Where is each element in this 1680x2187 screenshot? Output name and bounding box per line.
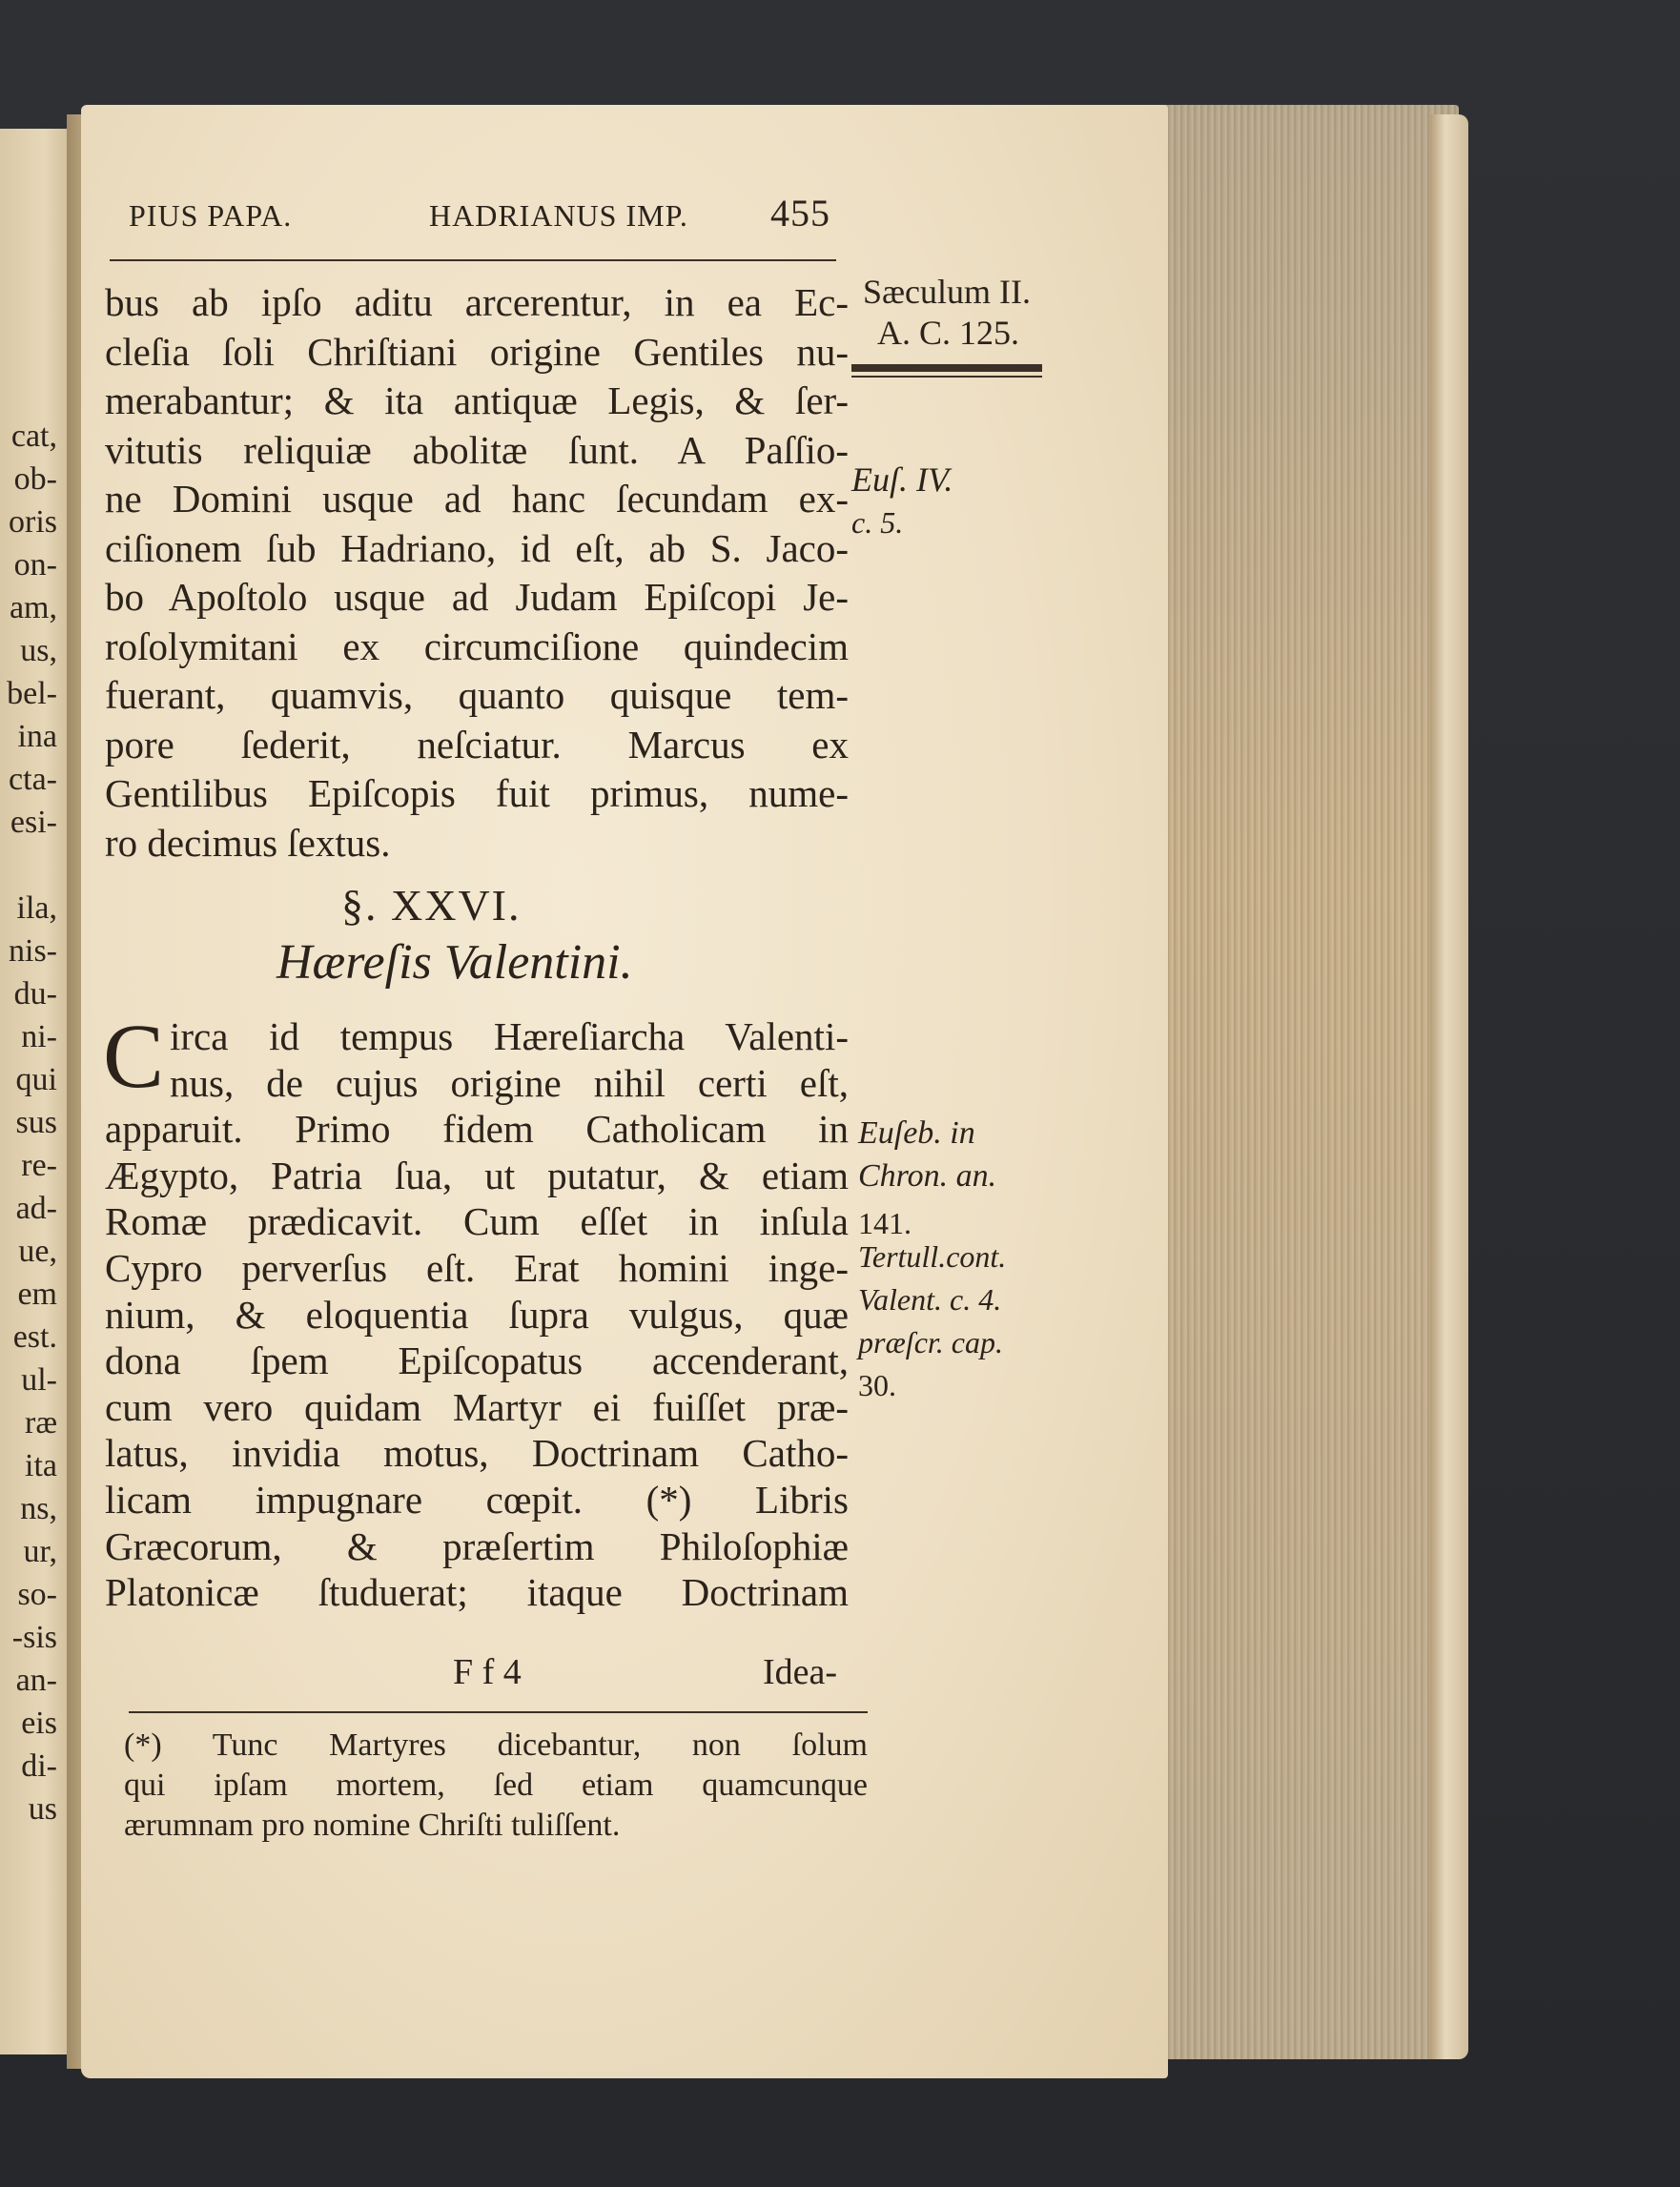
- text-line: cum vero quidam Martyr ei fuiſſet præ-: [105, 1384, 849, 1429]
- section-title: Hæreſis Valentini.: [277, 935, 633, 990]
- footnote-rule: [129, 1711, 868, 1713]
- text-line: cleſia ſoli Chriſtiani origine Gentiles nu-: [105, 329, 849, 374]
- fragment-line: ina: [17, 719, 57, 754]
- fragment-line: re-: [21, 1148, 57, 1183]
- fragment-line: cat,: [10, 419, 57, 454]
- text-line: Platonicæ ſtuduerat; itaque Doctrinam: [105, 1570, 849, 1615]
- fragment-line: us,: [20, 633, 57, 668]
- fragment-line: ob-: [13, 461, 57, 497]
- fragment-line: ita: [25, 1448, 57, 1483]
- text-line: ærumnam pro nomine Chriſti tuliſſent.: [124, 1808, 621, 1843]
- text-line: pore ſederit, neſciatur. Marcus ex: [105, 722, 849, 766]
- fragment-line: em: [17, 1277, 57, 1312]
- margin-thick-rule: [851, 364, 1042, 372]
- text-line: ro decimus ſextus.: [105, 820, 391, 865]
- gathering-signature: F f 4: [453, 1652, 522, 1692]
- text-line: Romæ prædicavit. Cum eſſet in inſula: [105, 1199, 849, 1244]
- text-line: Ægypto, Patria ſua, ut putatur, & etiam: [105, 1153, 849, 1197]
- section-number: §. XXVI.: [341, 881, 522, 930]
- page-number: 455: [770, 192, 830, 235]
- margin-anno-christi: A. C. 125.: [877, 314, 1020, 352]
- fragment-line: us: [28, 1791, 57, 1827]
- margin-citation-line: Euſeb. in: [858, 1115, 975, 1151]
- previous-page-text-fragments: [0, 415, 57, 1830]
- margin-citation-line: Chron. an.: [858, 1158, 997, 1194]
- fragment-line: am,: [9, 590, 57, 625]
- fragment-line: du-: [13, 976, 57, 1012]
- text-line: roſolymitani ex circumciſione quindecim: [105, 623, 849, 668]
- catchword: Idea-: [763, 1652, 838, 1692]
- fragment-line: sus: [15, 1105, 57, 1140]
- fragment-line: -sis: [11, 1620, 57, 1655]
- margin-thin-rule: [851, 376, 1042, 378]
- running-header-center: HADRIANUS IMP.: [429, 198, 688, 233]
- fragment-line: on-: [13, 547, 57, 583]
- fragment-line: ila,: [16, 890, 57, 926]
- margin-citation-line: 30.: [858, 1368, 896, 1402]
- text-line: nium, & eloquentia ſupra vulgus, quæ: [105, 1292, 849, 1337]
- text-line: licam impugnare cœpit. (*) Libris: [105, 1478, 849, 1522]
- margin-eusebius-ref: Euſ. IV.: [851, 460, 953, 499]
- fragment-line: ns,: [20, 1491, 57, 1526]
- drop-cap: C: [103, 1005, 165, 1107]
- text-line: bo Apoſtolo usque ad Judam Epiſcopi Je-: [105, 575, 849, 619]
- fragment-line: ur,: [23, 1534, 57, 1569]
- text-line: ciſionem ſub Hadriano, id eſt, ab S. Jaco-: [105, 525, 849, 570]
- margin-saeculum: Sæculum II.: [863, 273, 1031, 311]
- header-rule: [110, 259, 836, 261]
- text-line: bus ab ipſo aditu arcerentur, in ea Ec-: [105, 280, 849, 324]
- margin-citation-line: 141.: [858, 1206, 912, 1240]
- fragment-line: ræ: [25, 1405, 57, 1441]
- fragment-line: an-: [15, 1663, 57, 1698]
- text-line: irca id tempus Hæreſiarcha Valenti-: [170, 1014, 849, 1058]
- fragment-line: cta-: [9, 762, 57, 797]
- fragment-line: di-: [21, 1748, 57, 1784]
- text-line: fuerant, quamvis, quanto quisque tem-: [105, 673, 849, 717]
- fragment-line: ul-: [21, 1362, 57, 1398]
- text-line: ne Domini usque ad hanc ſecundam ex-: [105, 477, 849, 521]
- text-line: nus, de cujus origine nihil certi eſt,: [170, 1060, 849, 1105]
- text-line: Gentilibus Epiſcopis fuit primus, nume-: [105, 771, 849, 815]
- fragment-line: ue,: [18, 1234, 57, 1269]
- text-line: apparuit. Primo fidem Catholicam in: [105, 1107, 849, 1152]
- fragment-line: esi-: [10, 805, 57, 840]
- text-line: merabantur; & ita antiquæ Legis, & ſer-: [105, 378, 849, 422]
- margin-citation-line: Valent. c. 4.: [858, 1282, 1002, 1317]
- fragment-line: nis-: [9, 933, 57, 969]
- margin-eusebius-chapter: c. 5.: [851, 505, 904, 540]
- text-line: vitutis reliquiæ abolitæ ſunt. A Paſſio-: [105, 427, 849, 472]
- text-line: qui ipſam mortem, ſed etiam quamcunque: [124, 1768, 868, 1803]
- fragment-line: qui: [15, 1062, 57, 1097]
- fragment-line: [0, 844, 57, 887]
- text-line: Græcorum, & præſertim Philoſophiæ: [105, 1523, 849, 1568]
- text-line: (*) Tunc Martyres dicebantur, non ſolum: [124, 1727, 868, 1763]
- fragment-line: ad-: [15, 1191, 57, 1226]
- text-line: dona ſpem Epiſcopatus accenderant,: [105, 1339, 849, 1383]
- running-header-left: PIUS PAPA.: [129, 198, 293, 233]
- fragment-line: oris: [9, 504, 57, 540]
- fragment-line: so-: [17, 1577, 57, 1612]
- fragment-line: eis: [21, 1706, 57, 1741]
- text-line: latus, invidia motus, Doctrinam Catho-: [105, 1431, 849, 1476]
- margin-citation-line: præſcr. cap.: [858, 1325, 1003, 1359]
- previous-page-edge: [0, 129, 76, 2054]
- margin-citation-line: Tertull.cont.: [858, 1239, 1007, 1274]
- fragment-line: est.: [12, 1319, 57, 1355]
- page-edge-tint: [1137, 105, 1459, 2059]
- text-line: Cypro perverſus eſt. Erat homini inge-: [105, 1246, 849, 1290]
- fragment-line: bel-: [7, 676, 57, 711]
- fragment-line: ni-: [21, 1019, 57, 1054]
- cover-edge: [1430, 114, 1468, 2059]
